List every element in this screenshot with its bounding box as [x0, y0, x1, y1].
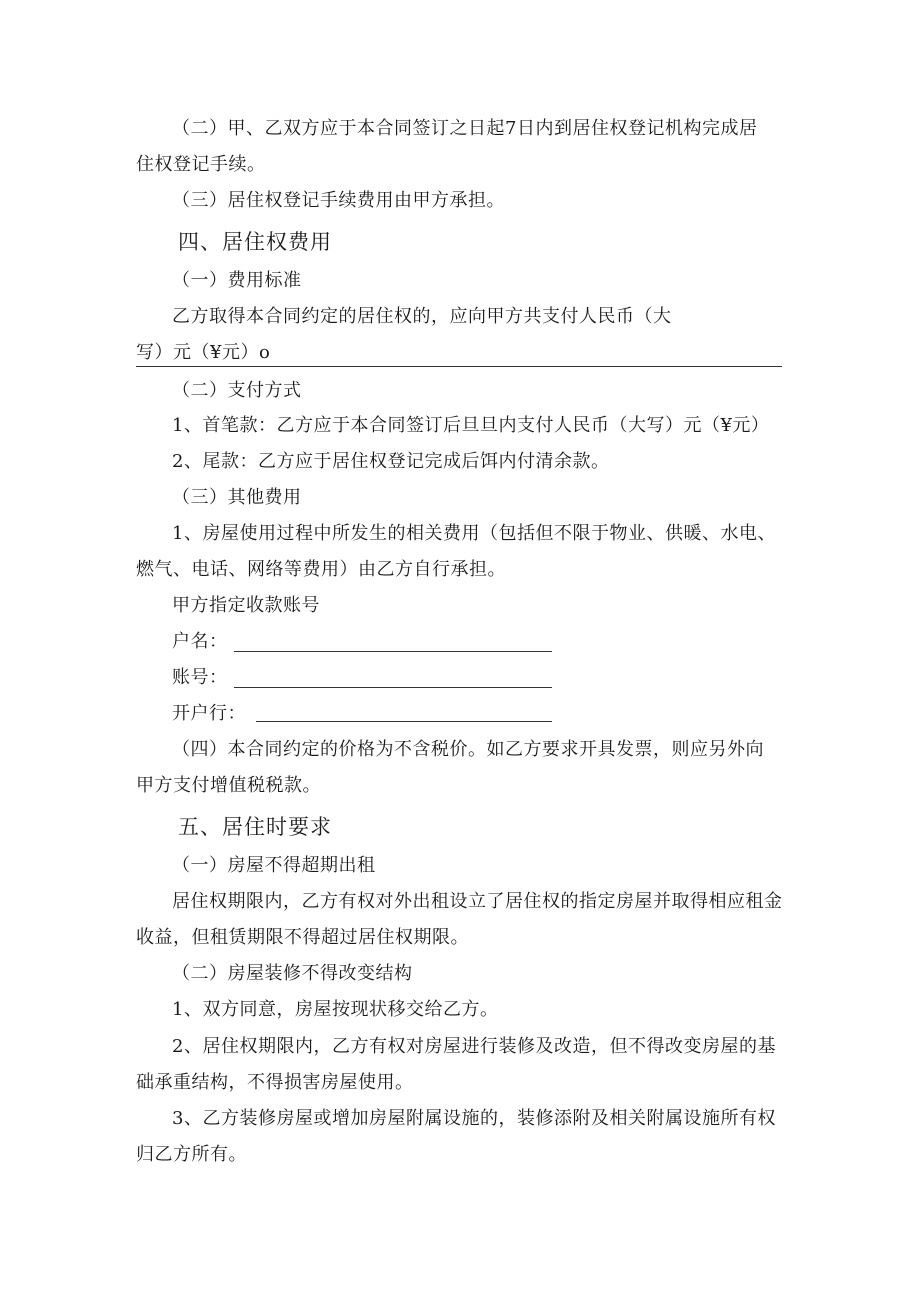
subsection-heading: （一）费用标准: [172, 270, 302, 291]
account-name-blank: [234, 651, 552, 652]
paragraph-line: 3、乙方装修房屋或增加房屋附属设施的，装修添附及相关附属设施所有权: [172, 1108, 776, 1129]
subsection-heading: （三）其他费用: [172, 487, 302, 508]
paragraph-line: 础承重结构，不得损害房屋使用。: [136, 1072, 414, 1093]
section-heading: 四、居住权费用: [178, 230, 332, 254]
paragraph-line: 甲方支付增值税税款。: [136, 775, 321, 796]
paragraph-line: 1、双方同意，房屋按现状移交给乙方。: [172, 999, 499, 1020]
paragraph-line: 2、尾款：乙方应于居住权登记完成后饵内付清余款。: [172, 451, 610, 472]
section-heading: 五、居住时要求: [178, 815, 332, 839]
paragraph-line: 收益，但租赁期限不得超过居住权期限。: [136, 927, 469, 948]
account-name-label: 户名：: [172, 631, 228, 652]
bank-name-blank: [256, 721, 552, 722]
paragraph-line: 1、首笔款：乙方应于本合同签订后旦旦内支付人民币（大写）元（¥元）: [172, 415, 770, 436]
fill-in-rule: [136, 366, 782, 367]
paragraph-line: （二）甲、乙双方应于本合同签订之日起7日内到居住权登记机构完成居: [172, 118, 758, 139]
paragraph-line: 乙方取得本合同约定的居住权的，应向甲方共支付人民币（大: [172, 306, 672, 327]
paragraph-line: 甲方指定收款账号: [172, 595, 320, 616]
paragraph-line: 写）元（¥元）o: [136, 342, 271, 363]
bank-name-label: 开户行：: [172, 703, 246, 724]
account-number-blank: [234, 687, 552, 688]
subsection-heading: （二）房屋装修不得改变结构: [172, 963, 413, 984]
paragraph-line: 燃气、电话、网络等费用）由乙方自行承担。: [136, 559, 506, 580]
paragraph-line: 归乙方所有。: [136, 1144, 247, 1165]
subsection-heading: （一）房屋不得超期出租: [172, 855, 376, 876]
subsection-heading: （二）支付方式: [172, 380, 302, 401]
paragraph-line: 居住权期限内，乙方有权对外出租设立了居住权的指定房屋并取得相应租金: [172, 891, 783, 912]
paragraph-line: （四）本合同约定的价格为不含税价。如乙方要求开具发票，则应另外向: [172, 739, 764, 760]
paragraph-line: 2、居住权期限内，乙方有权对房屋进行装修及改造，但不得改变房屋的基: [172, 1036, 776, 1057]
account-number-label: 账号：: [172, 667, 228, 688]
paragraph-line: 1、房屋使用过程中所发生的相关费用（包括但不限于物业、供暖、水电、: [172, 523, 776, 544]
paragraph-line: （三）居住权登记手续费用由甲方承担。: [172, 190, 505, 211]
paragraph-line: 住权登记手续。: [136, 154, 266, 175]
